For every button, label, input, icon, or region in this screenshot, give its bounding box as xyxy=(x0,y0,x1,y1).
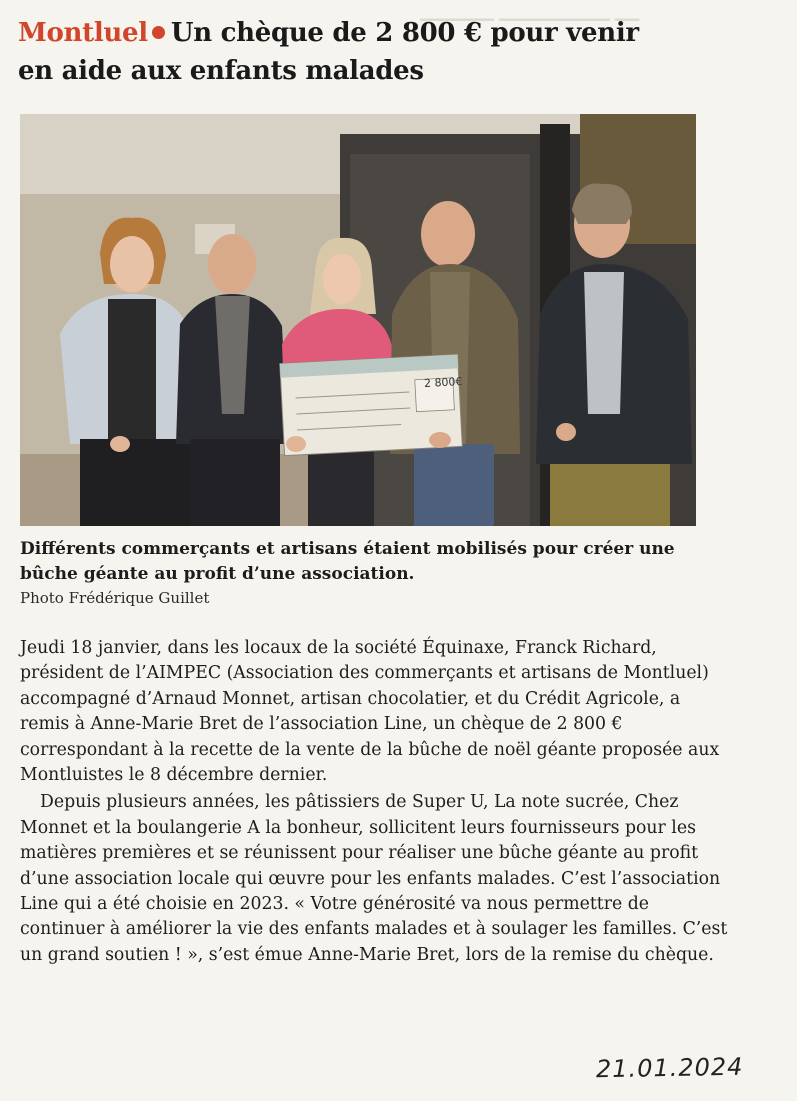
headline xyxy=(18,14,658,90)
photo-illustration xyxy=(20,114,696,526)
bleed-through-text: ▁▁▁▁▁▁ ▁▁▁▁▁▁▁▁▁ ▁▁ xyxy=(420,2,640,21)
kicker-dot-icon xyxy=(152,26,165,39)
cheque-amount: 2 800€ xyxy=(423,375,463,390)
paragraph-2: Depuis plusieurs années, les pâtissiers de Super U, La note sucrée, Chez Monnet et la boulangerie A la bonheur, sollicitent leurs fournisseurs pour les matières premières et se réunissent pour réaliser une bûche géante au profit d’une association locale qui œuvre pour les enfants malades. C’est l’association Line qui a été choisie en 2023. « Votre générosité va nous permettre de continuer à améliorer la vie des enfants malades et à soulager les familles. C’est un grand soutien ! », s’est émue Anne-Marie Bret, lors de la remise du chèque. xyxy=(20,792,728,965)
headline-title: Un chèque de 2 800 € pour venir en aide aux enfants malades xyxy=(18,18,639,86)
article-photo xyxy=(20,114,696,526)
headline-kicker: Montluel xyxy=(18,18,148,48)
photo-caption: Différents commerçants et artisans étaient mobilisés pour créer une bûche géante au profit d’une association. xyxy=(20,539,675,584)
paragraph-1: Jeudi 18 janvier, dans les locaux de la société Équinaxe, Franck Richard, président de l’AIMPEC (Association des commerçants et artisans de Montluel) accompagné d’Arnaud Monnet, artisan chocolatier, et du Crédit Agricole, a remis à Anne-Marie Bret de l’association Line, un chèque de 2 800 € correspondant à la recette de la vente de la bûche de noël géante proposée aux Montluistes le 8 décembre dernier. xyxy=(20,638,720,786)
handwritten-date: 21.01.2024 xyxy=(595,1052,744,1084)
article-body xyxy=(20,636,732,968)
photo-credit: Photo Frédérique Guillet xyxy=(20,589,210,607)
